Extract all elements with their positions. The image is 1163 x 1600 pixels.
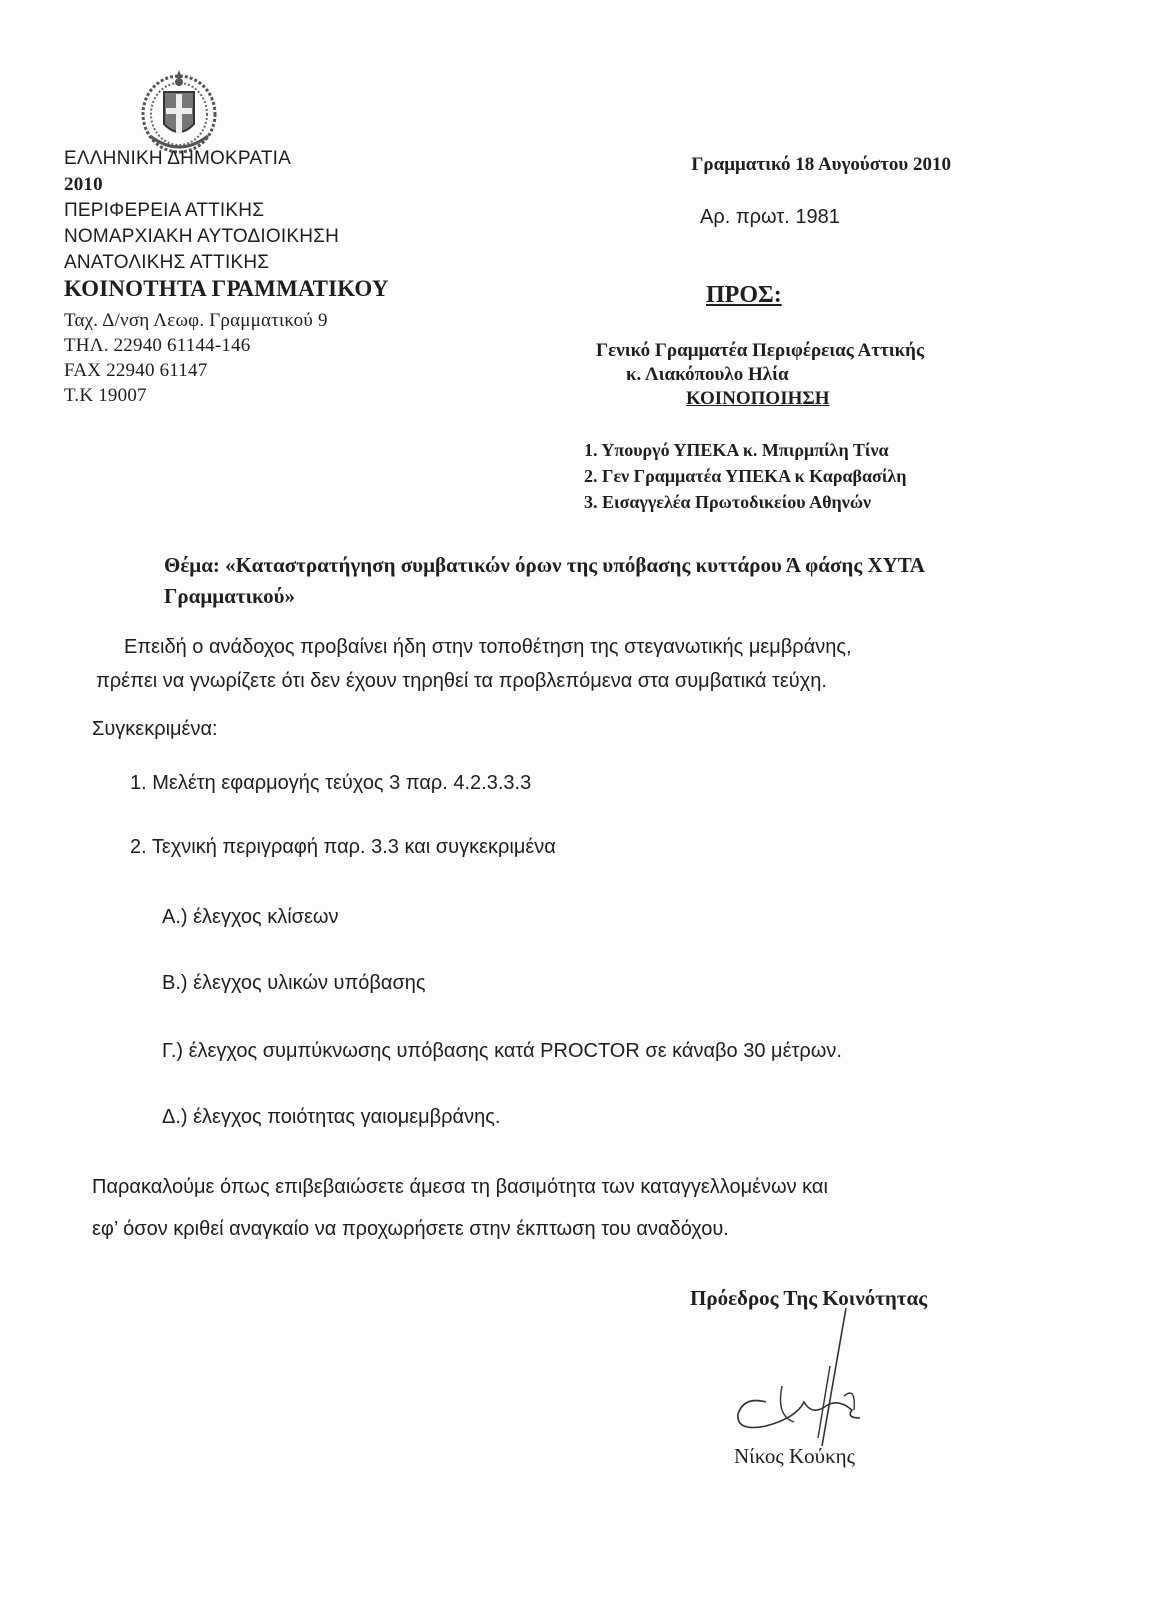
header-phone: ΤΗΛ. 22940 61144-146 [64,335,251,356]
specifically-label: Συγκεκριμένα: [92,718,218,740]
header-prefecture: ΝΟΜΑΡΧΙΑΚΗ ΑΥΤΟΔΙΟΙΚΗΣΗ [64,226,339,247]
header-address: Ταχ. Δ/νση Λεωφ. Γραμματικού 9 [64,310,328,331]
to-label: ΠΡΟΣ: [706,282,782,308]
recipient-title: Γενικό Γραμματέα Περιφέρειας Αττικής [596,340,924,361]
header-fax: FAX 22940 61147 [64,360,208,381]
signatory-title: Πρόεδρος Της Κοινότητας [690,1286,928,1310]
header-region: ΠΕΡΙΦΕΡΕΙΑ ΑΤΤΙΚΗΣ [64,200,265,221]
list-item: 2. Τεχνική περιγραφή παρ. 3.3 και συγκεκριμένα [130,836,556,858]
sub-list-item: Β.) έλεγχος υλικών υπόβασης [162,972,426,994]
recipient-name: κ. Λιακόπουλο Ηλία [626,364,789,385]
subject-line: Θέμα: «Καταστρατήγηση συμβατικών όρων της υπόβασης κυττάρου Ά φάσης ΧΥΤΑ Γραμματικού» [164,553,924,608]
header-republic: ΕΛΛΗΝΙΚΗ ΔΗΜΟΚΡΑΤΙΑ [64,148,291,169]
header-prefecture-east: ΑΝΑΤΟΛΙΚΗΣ ΑΤΤΙΚΗΣ [64,252,270,273]
body-paragraph-line: πρέπει να γνωρίζετε ότι δεν έχουν τηρηθεί τα προβλεπόμενα στα συμβατικά τεύχη. [96,670,827,692]
document-date: Γραμματικό 18 Αυγούστου 2010 [691,154,951,175]
handwritten-signature [726,1306,886,1456]
sub-list-item: Γ.) έλεγχος συμπύκνωσης υπόβασης κατά PROCTOR σε κάναβο 30 μέτρων. [162,1040,842,1062]
sub-list-item: Α.) έλεγχος κλίσεων [162,906,339,928]
closing-paragraph-line: εφ’ όσον κριθεί αναγκαίο να προχωρήσετε στην έκπτωση του αναδόχου. [92,1218,729,1240]
body-paragraph-line: Επειδή ο ανάδοχος προβαίνει ήδη στην τοποθέτηση της στεγανωτικής μεμβράνης, [124,636,852,658]
cc-label: ΚΟΙΝΟΠΟΙΗΣΗ [686,388,830,409]
header-year: 2010 [64,174,103,195]
cc-item: 3. Εισαγγελέα Πρωτοδικείου Αθηνών [584,492,872,512]
signatory-name: Νίκος Κούκης [734,1444,855,1468]
closing-paragraph-line: Παρακαλούμε όπως επιβεβαιώσετε άμεσα τη βασιμότητα των καταγγελλομένων και [92,1176,828,1198]
sub-list-item: Δ.) έλεγχος ποιότητας γαιομεμβράνης. [162,1106,501,1128]
list-item: 1. Μελέτη εφαρμογής τεύχος 3 παρ. 4.2.3.3.3 [130,772,532,794]
cc-item: 1. Υπουργό ΥΠΕΚΑ κ. Μπιρμπίλη Τίνα [584,440,889,460]
header-community: ΚΟΙΝΟΤΗΤΑ ΓΡΑΜΜΑΤΙΚΟΥ [64,276,389,301]
greek-coat-of-arms-emblem [136,66,222,158]
header-postal-code: Τ.Κ 19007 [64,385,147,406]
cc-item: 2. Γεν Γραμματέα ΥΠΕΚΑ κ Καραβασίλη [584,466,907,486]
protocol-number: Αρ. πρωτ. 1981 [700,206,840,228]
